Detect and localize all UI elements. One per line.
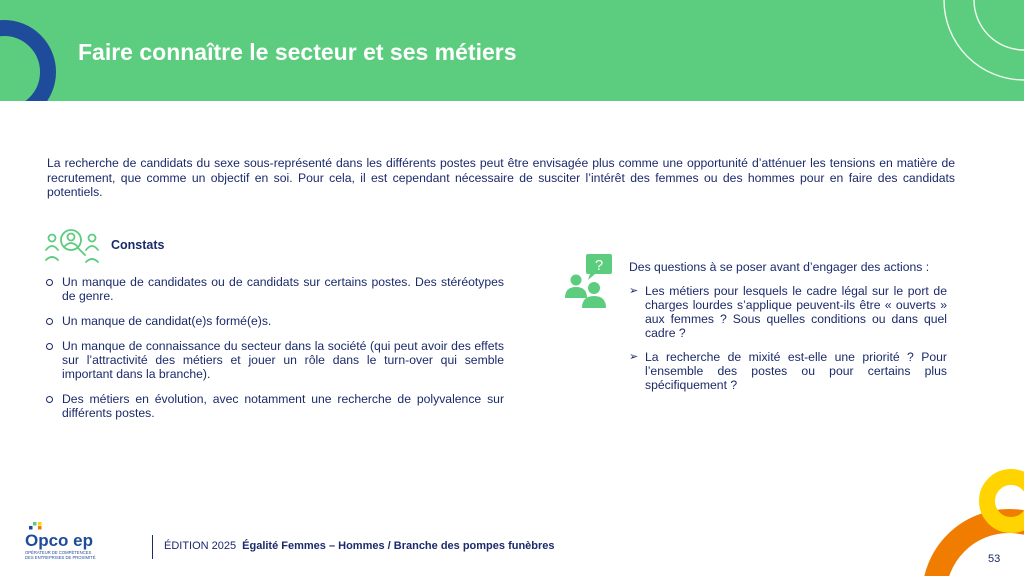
header-banner — [0, 0, 1024, 101]
circle-bullet-icon — [46, 318, 53, 325]
page-number: 53 — [988, 553, 1001, 565]
list-item: Un manque de connaissance du secteur dans la société (qui peut avoir des effets sur l’attractivité des métiers et jouer un rôle dans le turn-over qui semble important dans la branche). — [46, 339, 504, 381]
footer-subject: Égalité Femmes – Hommes / Branche des pompes funèbres — [242, 540, 555, 552]
constats-list — [46, 275, 504, 431]
corner-ring-decoration — [914, 461, 1024, 576]
header-line-decoration — [914, 0, 1024, 101]
people-question-icon — [562, 254, 614, 310]
circle-bullet-icon — [46, 343, 53, 350]
arrow-bullet-icon: ➢ — [629, 351, 639, 363]
list-item: ➢ La recherche de mixité est-elle une priorité ? Pour l’ensemble des postes ou pour certains plus spécifiquement ? — [629, 350, 947, 392]
questions-heading: Des questions à se poser avant d’engager des actions : — [629, 260, 930, 274]
people-search-icon — [44, 224, 100, 266]
footer-divider — [152, 535, 153, 559]
page-title: Faire connaître le secteur et ses métiers — [78, 39, 517, 65]
list-item: ➢ Les métiers pour lesquels le cadre légal sur le port de charges lourdes s’applique peuvent-ils être « ouverts » aux femmes ? Sous quelles conditions ou dans quel cadre ? — [629, 284, 947, 340]
circle-bullet-icon — [46, 396, 53, 403]
opco-ep-logo — [24, 520, 124, 564]
arrow-bullet-icon: ➢ — [629, 285, 639, 297]
svg-text:Opco ep: Opco ep — [25, 531, 94, 550]
svg-text:DES ENTREPRISES DE PROXIMITÉ: DES ENTREPRISES DE PROXIMITÉ — [25, 555, 96, 560]
list-item: Un manque de candidates ou de candidats sur certains postes. Des stéréotypes de genre. — [46, 275, 504, 303]
svg-text:OPÉRATEUR DE COMPÉTENCES: OPÉRATEUR DE COMPÉTENCES — [25, 550, 92, 555]
edition-label: ÉDITION 2025 — [164, 540, 237, 552]
constats-heading: Constats — [111, 238, 165, 252]
list-item: Un manque de candidat(e)s formé(e)s. — [46, 314, 504, 328]
header-arc-decoration — [0, 0, 70, 101]
intro-paragraph: La recherche de candidats du sexe sous-représenté dans les différents postes peut être envisagée plus comme une opportunité d’atténuer les tensions en matière de recrutement, que comme un objectif en soi. Pour cela, il est cependant nécessaire de susciter l’intérêt des femmes ou des hommes pour en faire des candidats potentiels. — [47, 156, 955, 199]
circle-bullet-icon — [46, 279, 53, 286]
questions-list — [629, 284, 947, 402]
footer-edition — [164, 540, 555, 552]
svg-text:?: ? — [594, 257, 604, 274]
list-item: Des métiers en évolution, avec notamment une recherche de polyvalence sur différents postes. — [46, 392, 504, 420]
